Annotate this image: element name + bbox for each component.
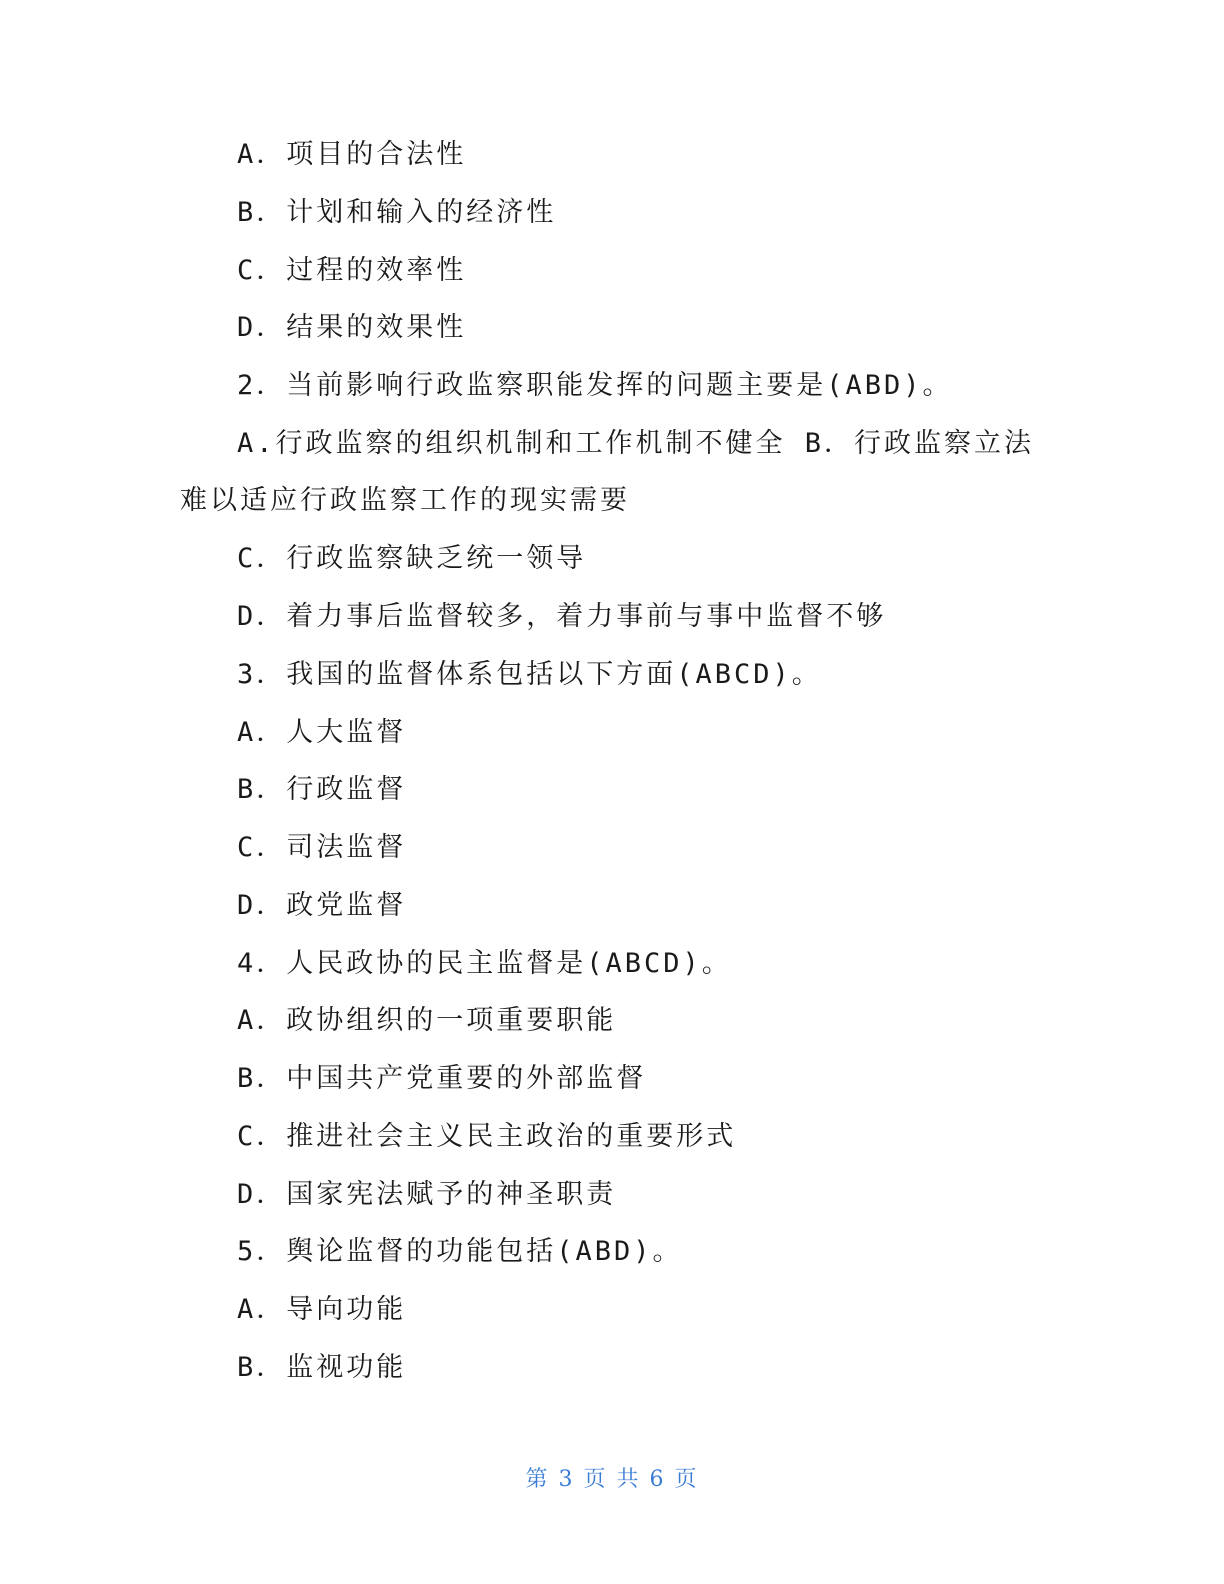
question-line: 3．我国的监督体系包括以下方面(ABCD)。 xyxy=(237,659,822,690)
page-number-footer: 第 3 页 共 6 页 xyxy=(525,1467,699,1492)
option-line: C．过程的效率性 xyxy=(237,255,467,286)
option-line: C．推进社会主义民主政治的重要形式 xyxy=(237,1121,737,1152)
option-line: B．监视功能 xyxy=(237,1352,407,1383)
question-line: 2．当前影响行政监察职能发挥的问题主要是(ABD)。 xyxy=(237,370,953,401)
option-line: B．行政监督 xyxy=(237,774,407,805)
option-line: D．国家宪法赋予的神圣职责 xyxy=(237,1179,617,1210)
option-line-continuation: 难以适应行政监察工作的现实需要 xyxy=(180,485,630,516)
option-line: B．中国共产党重要的外部监督 xyxy=(237,1063,647,1094)
option-line: D．着力事后监督较多，着力事前与事中监督不够 xyxy=(237,601,887,632)
option-line: C．司法监督 xyxy=(237,832,407,863)
option-line: A.行政监察的组织机制和工作机制不健全 B．行政监察立法 xyxy=(237,428,1035,459)
option-line: A．人大监督 xyxy=(237,717,407,748)
option-line: D．结果的效果性 xyxy=(237,312,467,343)
option-line: A．政协组织的一项重要职能 xyxy=(237,1005,617,1036)
option-line: A．导向功能 xyxy=(237,1294,407,1325)
question-line: 4．人民政协的民主监督是(ABCD)。 xyxy=(237,948,732,979)
option-line: C．行政监察缺乏统一领导 xyxy=(237,543,587,574)
option-line: B．计划和输入的经济性 xyxy=(237,197,557,228)
option-line: D．政党监督 xyxy=(237,890,407,921)
question-line: 5．舆论监督的功能包括(ABD)。 xyxy=(237,1236,683,1267)
option-line: A．项目的合法性 xyxy=(237,139,467,170)
